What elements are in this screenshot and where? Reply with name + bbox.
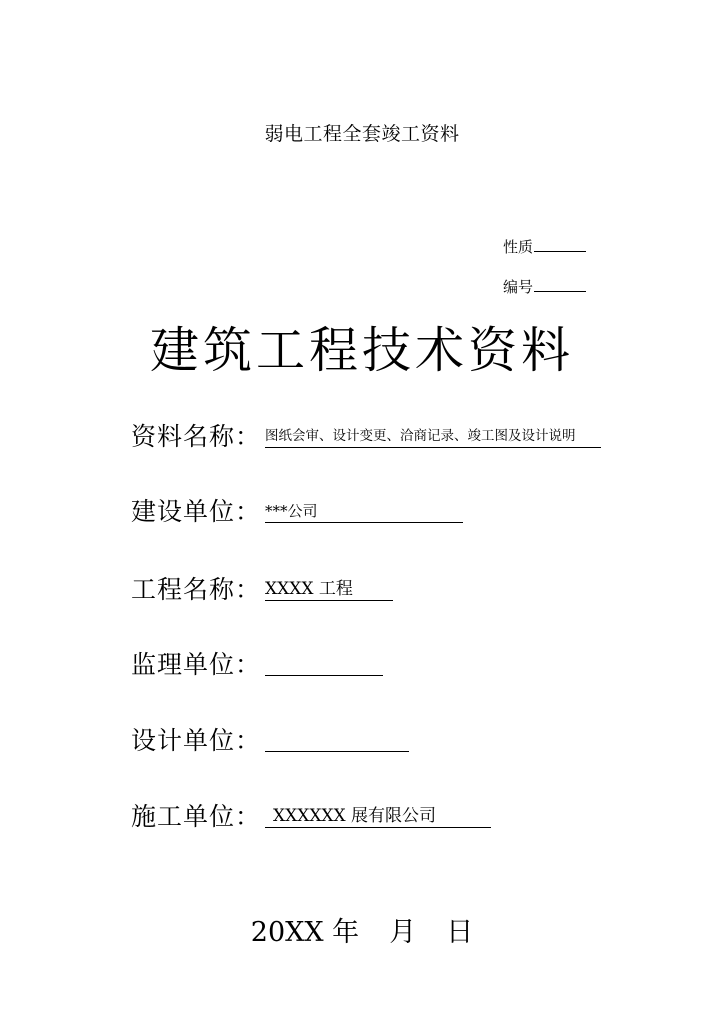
field-label: 监理单位： [131, 650, 262, 679]
field-value [265, 674, 383, 676]
nature-label: 性质 [503, 238, 534, 256]
date-line [0, 910, 724, 949]
field-label: 建设单位： [131, 497, 262, 526]
number-line [503, 276, 586, 297]
field-construction-unit [131, 497, 463, 527]
nature-blank [534, 236, 586, 252]
nature-line [503, 236, 586, 257]
document-top-title: 弱电工程全套竣工资料 [264, 123, 460, 145]
field-value: XXXX 工程 [265, 579, 393, 601]
date-year: 20XX 年 [250, 917, 360, 948]
field-document-name [131, 422, 601, 452]
date-day: 日 [446, 917, 474, 948]
field-value: ***公司 [265, 501, 463, 523]
date-month: 月 [389, 917, 417, 948]
number-blank [534, 276, 586, 292]
field-value [265, 750, 409, 752]
number-label: 编号 [503, 278, 534, 296]
field-label: 施工单位： [131, 802, 262, 831]
field-supervision-unit [131, 650, 383, 680]
field-label: 资料名称： [131, 422, 262, 451]
field-label: 设计单位： [131, 726, 262, 755]
field-builder-unit [131, 802, 491, 832]
field-design-unit [131, 726, 409, 756]
field-project-name [131, 575, 393, 605]
field-label: 工程名称： [131, 575, 262, 604]
main-title: 建筑工程技术资料 [149, 322, 574, 379]
field-value: XXXXXX 展有限公司 [265, 806, 491, 828]
field-value: 图纸会审、设计变更、洽商记录、竣工图及设计说明 [265, 426, 601, 448]
